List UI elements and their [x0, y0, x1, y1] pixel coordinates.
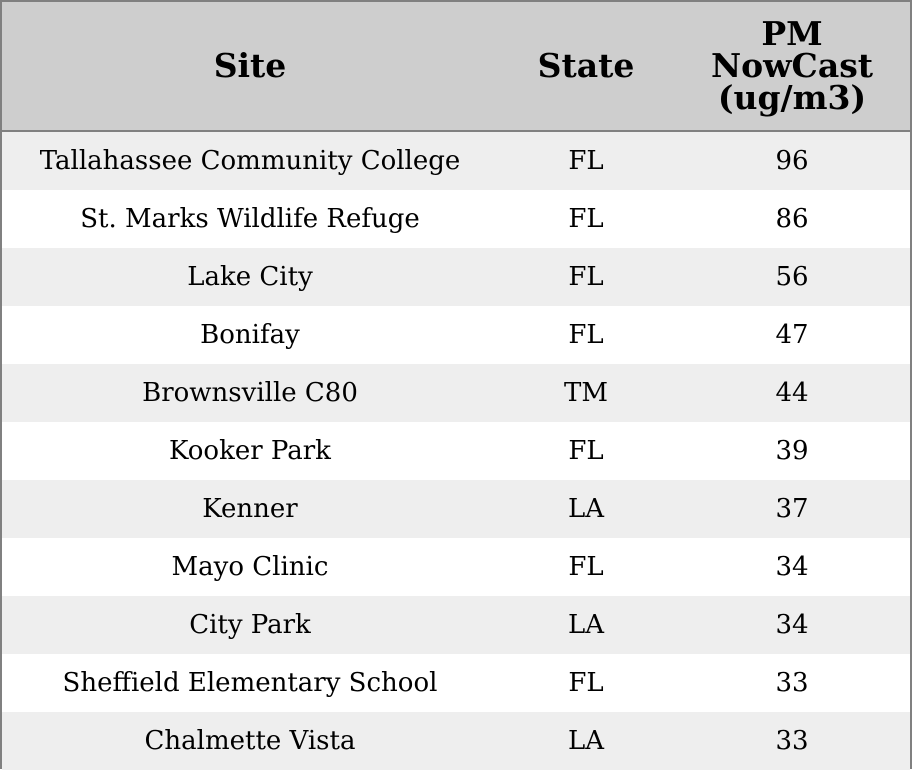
column-header-state: State [537, 46, 635, 85]
cell-state: FL [568, 204, 604, 234]
table-row [2, 422, 910, 480]
cell-pm-nowcast: 34 [775, 610, 809, 640]
cell-state: LA [567, 494, 605, 524]
cell-state: FL [568, 146, 604, 176]
table-row [2, 654, 910, 712]
cell-pm-nowcast: 96 [775, 146, 809, 176]
cell-site: Kenner [202, 494, 298, 524]
cell-site: City Park [189, 610, 311, 640]
cell-state: FL [568, 262, 604, 292]
table-row [2, 480, 910, 538]
table-body [2, 132, 910, 770]
cell-pm-nowcast: 34 [775, 552, 809, 582]
cell-site: Sheffield Elementary School [62, 668, 438, 698]
table-row [2, 712, 910, 770]
cell-site: Tallahassee Community College [39, 146, 461, 176]
cell-pm-nowcast: 44 [775, 378, 809, 408]
cell-pm-nowcast: 56 [775, 262, 809, 292]
table-header-row [2, 2, 910, 132]
cell-state: FL [568, 436, 604, 466]
cell-site: Kooker Park [169, 436, 331, 466]
cell-site: Chalmette Vista [144, 726, 356, 756]
cell-state: FL [568, 552, 604, 582]
table-row [2, 190, 910, 248]
cell-pm-nowcast: 47 [775, 320, 809, 350]
table-row [2, 364, 910, 422]
table-row [2, 132, 910, 190]
cell-site: Bonifay [200, 320, 300, 350]
cell-state: FL [568, 668, 604, 698]
cell-site: Lake City [187, 262, 313, 292]
column-header-site: Site [213, 46, 287, 85]
cell-pm-nowcast: 33 [775, 668, 809, 698]
cell-state: FL [568, 320, 604, 350]
cell-pm-nowcast: 37 [775, 494, 809, 524]
cell-state: TM [564, 378, 608, 408]
cell-state: LA [567, 726, 605, 756]
table-row [2, 306, 910, 364]
table-row [2, 538, 910, 596]
cell-pm-nowcast: 39 [775, 436, 809, 466]
cell-site: Brownsville C80 [142, 378, 358, 408]
column-header-pm-nowcast: PM NowCast (ug/m3) [710, 14, 874, 117]
cell-state: LA [567, 610, 605, 640]
cell-pm-nowcast: 86 [775, 204, 809, 234]
table-row [2, 248, 910, 306]
cell-site: Mayo Clinic [171, 552, 329, 582]
cell-pm-nowcast: 33 [775, 726, 809, 756]
cell-site: St. Marks Wildlife Refuge [80, 204, 420, 234]
table-row [2, 596, 910, 654]
